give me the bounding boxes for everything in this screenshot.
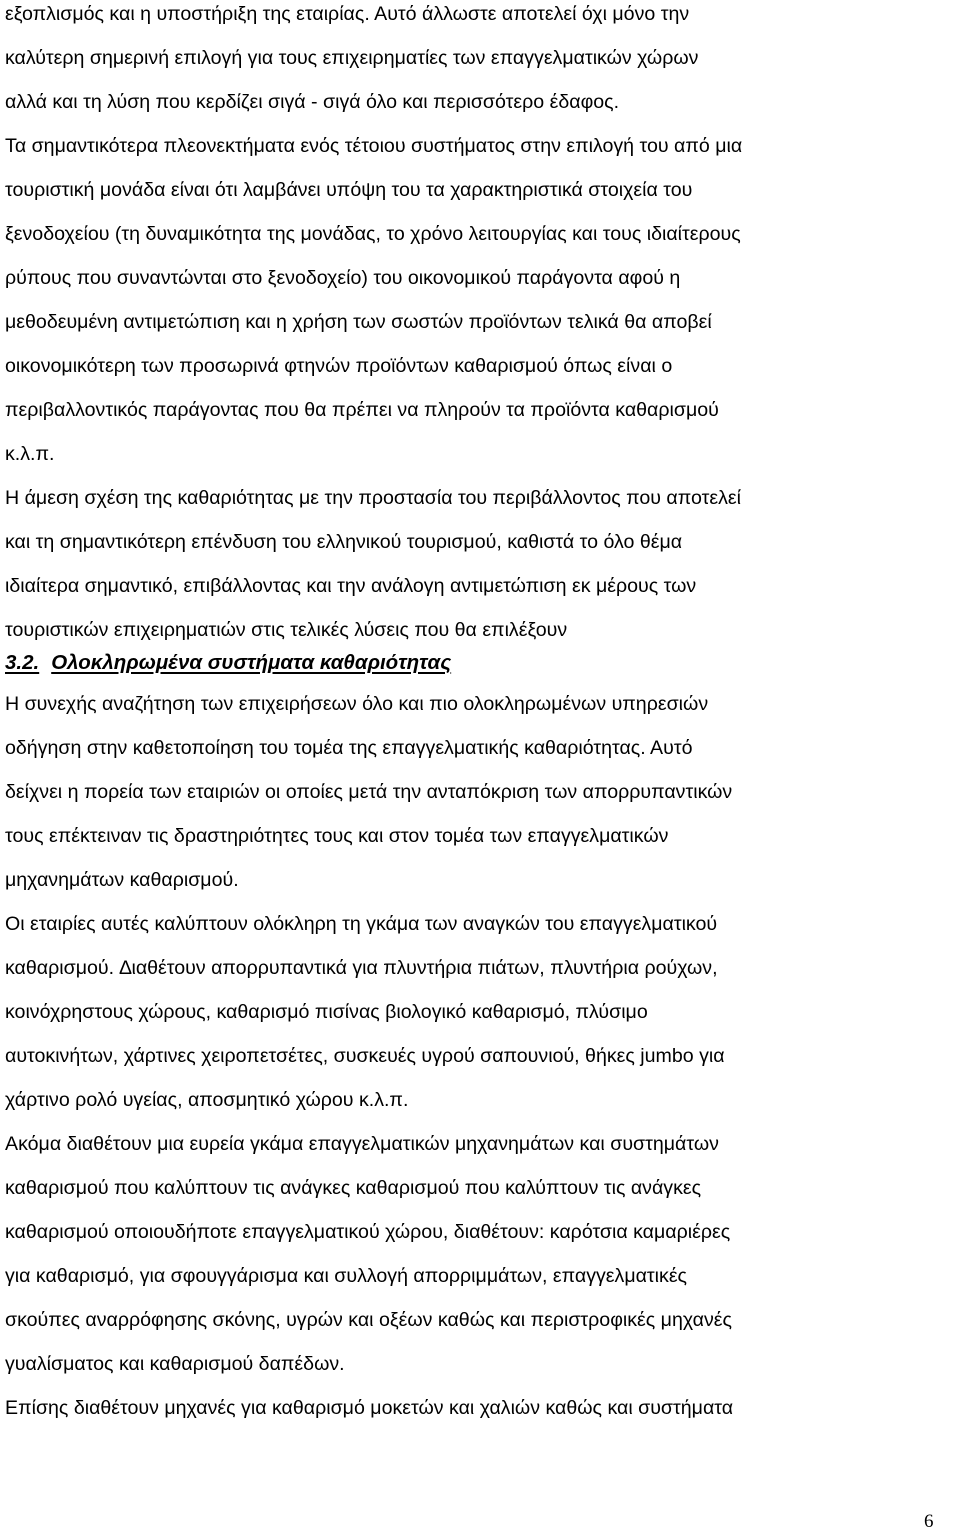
text-line: αλλά και τη λύση που κερδίζει σιγά - σιγά όλο και περισσότερο έδαφος. — [5, 91, 620, 113]
text-line: ρύπους που συναντώνται στο ξενοδοχείο) του οικονομικού παράγοντα αφού η — [5, 267, 681, 289]
text-line: αυτοκινήτων, χάρτινες χειροπετσέτες, συσκευές υγρού σαπουνιού, θήκες jumbo για — [5, 1045, 725, 1067]
text-line: για καθαρισμό, για σφουγγάρισμα και συλλογή απορριμμάτων, επαγγελματικές — [5, 1265, 688, 1287]
text-line: εξοπλισμός και η υποστήριξη της εταιρίας. Αυτό άλλωστε αποτελεί όχι μόνο την — [5, 3, 690, 25]
text-line: καθαρισμού. ∆ιαθέτουν απορρυπαντικά για πλυντήρια πιάτων, πλυντήρια ρούχων, — [5, 957, 718, 979]
text-line: οικονομικότερη των προσωρινά φτηνών προϊόντων καθαρισμού όπως είναι ο — [5, 355, 673, 377]
text-line: Η άμεση σχέση της καθαριότητας με την προστασία του περιβάλλοντος που αποτελεί — [5, 487, 741, 509]
section-number: 3.2. — [5, 651, 40, 674]
text-line: σκούπες αναρρόφησης σκόνης, υγρών και οξέων καθώς και περιστροφικές μηχανές — [5, 1309, 732, 1331]
text-line: καλύτερη σημερινή επιλογή για τους επιχειρηματίες των επαγγελματικών χώρων — [5, 47, 699, 69]
text-line: ξενοδοχείου (τη δυναμικότητα της μονάδας, το χρόνο λειτουργίας και τους ιδιαίτερους — [5, 223, 741, 245]
text-line: μεθοδευμένη αντιμετώπιση και η χρήση των σωστών προϊόντων τελικά θα αποβεί — [5, 311, 712, 333]
text-line: τουριστική μονάδα είναι ότι λαμβάνει υπόψη του τα χαρακτηριστικά στοιχεία του — [5, 179, 693, 201]
page-number: 6 — [924, 1511, 934, 1532]
text-line: Ακόμα διαθέτουν μια ευρεία γκάμα επαγγελματικών μηχανημάτων και συστημάτων — [5, 1133, 719, 1155]
text-line: κοινόχρηστους χώρους, καθαρισμό πισίνας βιολογικό καθαρισμό, πλύσιμο — [5, 1001, 648, 1023]
text-line: περιβαλλοντικός παράγοντας που θα πρέπει να πληρούν τα προϊόντα καθαρισμού — [5, 399, 719, 421]
section-title: Ολοκληρωμένα συστήματα καθαριότητας — [51, 651, 452, 674]
text-line: γυαλίσματος και καθαρισμού δαπέδων. — [5, 1353, 345, 1375]
text-line: ιδιαίτερα σημαντικό, επιβάλλοντας και την ανάλογη αντιμετώπιση εκ μέρους των — [5, 575, 697, 597]
text-line: Οι εταιρίες αυτές καλύπτουν ολόκληρη τη γκάμα των αναγκών του επαγγελματικού — [5, 913, 718, 935]
text-line: δείχνει η πορεία των εταιριών οι οποίες μετά την ανταπόκριση των απορρυπαντικών — [5, 781, 733, 803]
text-line: τουριστικών επιχειρηματιών στις τελικές λύσεις που θα επιλέξουν — [5, 619, 568, 641]
text-line: μηχανημάτων καθαρισμού. — [5, 869, 239, 891]
text-line: καθαρισμού οποιουδήποτε επαγγελματικού χώρου, διαθέτουν: καρότσια καμαριέρες — [5, 1221, 731, 1243]
text-line: χάρτινο ρολό υγείας, αποσμητικό χώρου κ.λ.π. — [5, 1089, 409, 1111]
text-line: και τη σημαντικότερη επένδυση του ελληνικού τουρισμού, καθιστά το όλο θέμα — [5, 531, 683, 553]
text-line: Η συνεχής αναζήτηση των επιχειρήσεων όλο και πιο ολοκληρωμένων υπηρεσιών — [5, 693, 709, 715]
text-line: κ.λ.π. — [5, 443, 55, 465]
text-line: τους επέκτειναν τις δραστηριότητες τους και στον τομέα των επαγγελματικών — [5, 825, 669, 847]
section-heading — [5, 651, 451, 675]
text-line: καθαρισμού που καλύπτουν τις ανάγκες καθαρισμού που καλύπτουν τις ανάγκες — [5, 1177, 702, 1199]
text-line: Τα σημαντικότερα πλεονεκτήματα ενός τέτοιου συστήματος στην επιλογή του από μια — [5, 135, 743, 157]
text-line: Επίσης διαθέτουν μηχανές για καθαρισμό μοκετών και χαλιών καθώς και συστήματα — [5, 1397, 734, 1419]
text-line: οδήγηση στην καθετοποίηση του τομέα της επαγγελματικής καθαριότητας. Αυτό — [5, 737, 693, 759]
